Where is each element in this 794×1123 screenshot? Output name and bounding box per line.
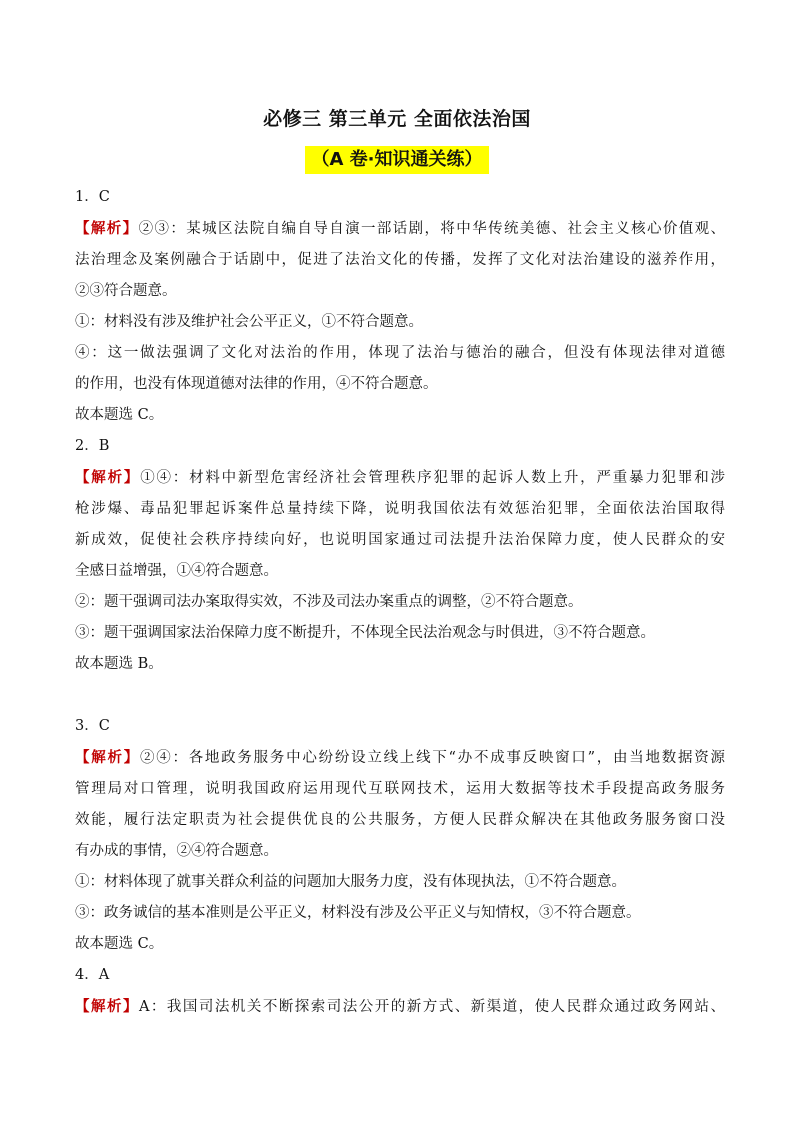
question-1-line: ④：这一做法强调了文化对法治的作用，体现了法治与德治的融合，但没有体现法律对道德 xyxy=(75,345,725,361)
question-3-line: 有办成的事情，②④符合题意。 xyxy=(75,843,278,859)
answer-content xyxy=(75,182,725,1023)
question-3-text: ②④：各地政务服务中心纷纷设立线上线下“办不成事反映窗口”，由当地数据资源 xyxy=(139,750,725,766)
question-3-number: 3．C xyxy=(75,718,110,734)
question-1-line: 法治理念及案例融合于话剧中，促进了法治文化的传播，发挥了文化对法治建设的滋养作用， xyxy=(75,252,725,268)
question-2-line: ②：题干强调司法办案取得实效，不涉及司法办案重点的调整，②不符合题意。 xyxy=(75,594,583,610)
question-3-line: 管理局对口管理，说明我国政府运用现代互联网技术，运用大数据等技术手段提高政务服务 xyxy=(75,781,725,797)
question-1-conclusion: 故本题选 C。 xyxy=(75,407,164,423)
question-2-conclusion: 故本题选 B。 xyxy=(75,656,163,672)
analysis-tag: 【解析】 xyxy=(75,469,141,486)
analysis-tag: 【解析】 xyxy=(75,220,139,237)
question-4-text: A：我国司法机关不断探索司法公开的新方式、新渠道，使人民群众通过政务网站、 xyxy=(138,999,725,1015)
question-2-text: ①④：材料中新型危害经济社会管理秩序犯罪的起诉人数上升，严重暴力犯罪和涉 xyxy=(140,470,726,486)
question-2-line: 全感日益增强，①④符合题意。 xyxy=(75,563,278,579)
question-4-analysis-line xyxy=(75,991,725,1023)
question-3-conclusion: 故本题选 C。 xyxy=(75,936,164,952)
page-title: 必修三 第三单元 全面依法治国 xyxy=(263,108,531,130)
question-1-text: ②③：某城区法院自编自导自演一部话剧，将中华传统美德、社会主义核心价值观、 xyxy=(138,221,726,237)
question-2-line: ③：题干强调国家法治保障力度不断提升，不体现全民法治观念与时俱进，③不符合题意。 xyxy=(75,625,655,641)
analysis-tag: 【解析】 xyxy=(75,749,140,766)
question-1-number: 1．C xyxy=(75,189,110,205)
analysis-tag: 【解析】 xyxy=(75,998,139,1015)
question-3-line: 效能，履行法定职责为社会提供优良的公共服务，方便人民群众解决在其他政务服务窗口没 xyxy=(75,812,725,828)
question-1-line: ①：材料没有涉及维护社会公平正义，①不符合题意。 xyxy=(75,314,423,330)
question-2-line: 新成效，促使社会秩序持续向好，也说明国家通过司法提升法治保障力度，使人民群众的安 xyxy=(75,532,725,548)
question-2-analysis-line xyxy=(75,462,725,494)
question-4-number: 4．A xyxy=(75,967,110,983)
question-1-analysis-line xyxy=(75,213,725,245)
page-subtitle: （A 卷·知识通关练） xyxy=(305,146,488,174)
question-2-number: 2．B xyxy=(75,438,110,454)
question-3-line: ③：政务诚信的基本准则是公平正义，材料没有涉及公平正义与知情权，③不符合题意。 xyxy=(75,905,641,921)
question-3-line: ①：材料体现了就事关群众利益的问题加大服务力度，没有体现执法，①不符合题意。 xyxy=(75,874,626,890)
question-3-analysis-line xyxy=(75,742,725,774)
question-1-line: 的作用，也没有体现道德对法律的作用，④不符合题意。 xyxy=(75,376,438,392)
question-2-line: 枪涉爆、毒品犯罪起诉案件总量持续下降，说明我国依法有效惩治犯罪，全面依法治国取得 xyxy=(75,501,725,517)
subtitle-wrap xyxy=(0,146,794,174)
spacer xyxy=(75,680,725,711)
question-1-line: ②③符合题意。 xyxy=(75,283,177,299)
